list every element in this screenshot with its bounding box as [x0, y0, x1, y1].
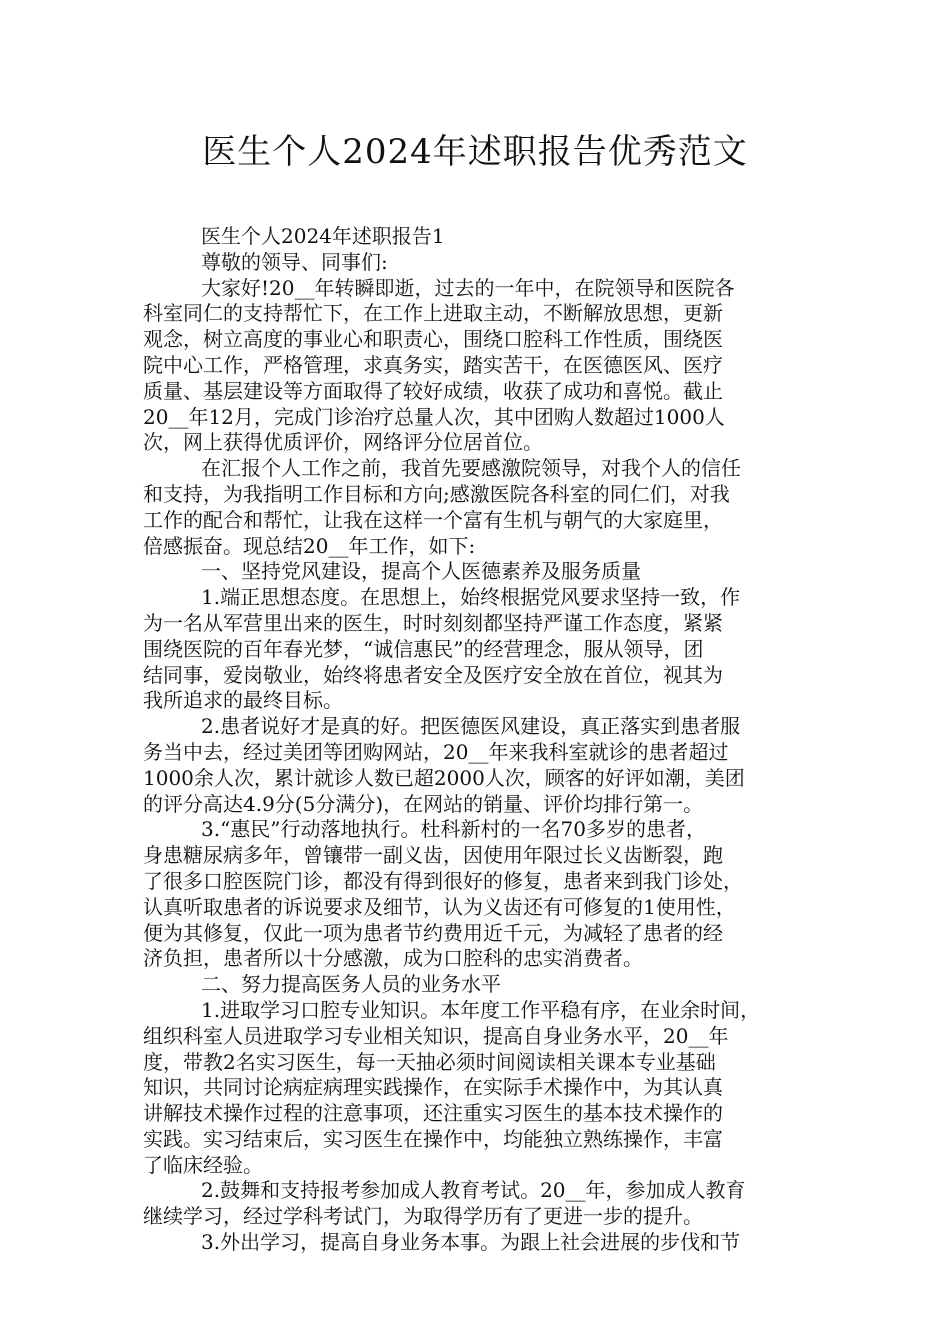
text-line: 2.鼓舞和支持报考参加成人教育考试。20__年，参加成人教育 [201, 1178, 746, 1203]
text-line: 务当中去，经过美团等团购网站，20__年来我科室就诊的患者超过 [143, 739, 729, 764]
text-line: 院中心工作，严格管理，求真务实，踏实苦干，在医德医风、医疗 [143, 352, 723, 377]
text-line: 3.外出学习，提高自身业务本事。为跟上社会进展的步伐和节 [201, 1230, 741, 1255]
document-title: 医生个人2024年述职报告优秀范文 [202, 132, 748, 172]
text-line: 一、坚持党风建设，提高个人医德素养及服务质量 [201, 559, 641, 584]
text-line: 1.端正思想态度。在思想上，始终根据党风要求坚持一致，作 [201, 585, 741, 610]
text-line: 知识，共同讨论病症病理实践操作，在实际手术操作中，为其认真 [143, 1075, 723, 1100]
text-line: 1.进取学习口腔专业知识。本年度工作平稳有序，在业余时间， [201, 997, 761, 1022]
text-line: 的评分高达4.9分(5分满分)，在网站的销量、评价均排行第一。 [143, 791, 704, 816]
text-line: 身患糖尿病多年，曾镶带一副义齿，因使用年限过长义齿断裂，跑 [143, 843, 723, 868]
text-line: 大家好!20__年转瞬即逝，过去的一年中，在院领导和医院各 [201, 275, 735, 300]
text-line: 在汇报个人工作之前，我首先要感激院领导，对我个人的信任 [201, 456, 741, 481]
text-line: 继续学习，经过学科考试门，为取得学历有了更进一步的提升。 [143, 1204, 703, 1229]
text-line: 了很多口腔医院门诊，都没有得到很好的修复，患者来到我门诊处， [143, 868, 743, 893]
text-line: 和支持，为我指明工作目标和方向;感激医院各科室的同仁们，对我 [143, 481, 730, 506]
text-line: 结同事，爱岗敬业，始终将患者安全及医疗安全放在首位，视其为 [143, 662, 723, 687]
text-line: 工作的配合和帮忙，让我在这样一个富有生机与朝气的大家庭里， [143, 507, 723, 532]
text-line: 我所追求的最终目标。 [143, 688, 343, 713]
text-line: 讲解技术操作过程的注意事项，还注重实习医生的基本技术操作的 [143, 1101, 723, 1126]
text-line: 科室同仁的支持帮忙下，在工作上进取主动，不断解放思想，更新 [143, 301, 723, 326]
text-line: 3.“惠民”行动落地执行。杜科新村的一名70多岁的患者， [201, 817, 706, 842]
text-line: 尊敬的领导、同事们: [201, 249, 388, 274]
text-line: 20__年12月，完成门诊治疗总量人次，其中团购人数超过1000人 [143, 404, 725, 429]
text-line: 组织科室人员进取学习专业相关知识，提高自身业务水平，20__年 [143, 1023, 729, 1048]
text-line: 倍感振奋。现总结20__年工作，如下: [143, 533, 476, 558]
text-line: 质量、基层建设等方面取得了较好成绩，收获了成功和喜悦。截止 [143, 378, 723, 403]
text-line: 2.患者说好才是真的好。把医德医风建设，真正落实到患者服 [201, 714, 741, 739]
text-line: 为一名从军营里出来的医生，时时刻刻都坚持严谨工作态度，紧紧 [143, 610, 723, 635]
text-line: 济负担，患者所以十分感激，成为口腔科的忠实消费者。 [143, 946, 643, 971]
text-line: 医生个人2024年述职报告1 [201, 224, 445, 248]
text-line: 了临床经验。 [143, 1152, 263, 1177]
text-line: 1000余人次，累计就诊人数已超2000人次，顾客的好评如潮，美团 [143, 765, 745, 790]
text-line: 便为其修复，仅此一项为患者节约费用近千元，为减轻了患者的经 [143, 920, 723, 945]
document-body [143, 224, 829, 1256]
text-line: 实践。实习结束后，实习医生在操作中，均能独立熟练操作，丰富 [143, 1126, 723, 1151]
text-line: 度，带教2名实习医生，每一天抽必须时间阅读相关课本专业基础 [143, 1049, 716, 1074]
text-line: 围绕医院的百年春光梦，“诚信惠民”的经营理念，服从领导，团 [143, 636, 704, 661]
text-line: 二、努力提高医务人员的业务水平 [201, 972, 501, 997]
text-line: 观念，树立高度的事业心和职责心，围绕口腔科工作性质，围绕医 [143, 327, 723, 352]
text-line: 认真听取患者的诉说要求及细节，认为义齿还有可修复的1使用性， [143, 894, 736, 919]
text-line: 次，网上获得优质评价，网络评分位居首位。 [143, 430, 543, 455]
